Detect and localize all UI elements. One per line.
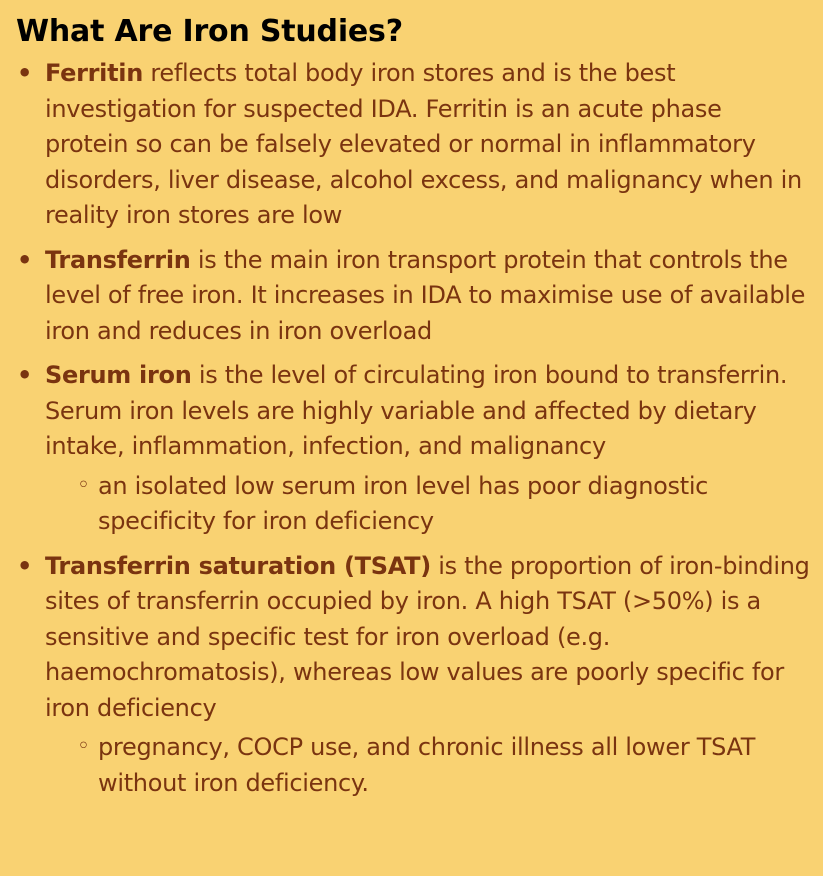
bullet-icon: • (17, 551, 33, 580)
sublist-item-text: an isolated low serum iron level has poor diagnostic specificity for iron deficiency (98, 471, 709, 535)
bullet-icon: • (17, 59, 33, 87)
description-tsat: is the proportion of iron-binding sites of transferrin occupied by iron. A high TSAT (>50%) is a sensitive and specific test for iron overload (e.g. haemochromatosis), whereas low values are poorly specific for iron deficiency (45, 551, 810, 722)
tsat-sublist (45, 730, 811, 801)
serum-iron-sublist (45, 469, 811, 540)
list-item-serum-iron (16, 358, 811, 540)
sublist-item (45, 469, 811, 540)
iron-studies-list (16, 56, 811, 801)
description-serum-iron: is the level of circulating iron bound to transferrin. Serum iron levels are highly variable and affected by dietary intake, inflammation, infection, and malignancy (45, 361, 788, 460)
list-item-transferrin (16, 243, 811, 350)
sublist-item-text: pregnancy, COCP use, and chronic illness all lower TSAT without iron deficiency. (98, 733, 756, 797)
panel-title: What Are Iron Studies? (16, 14, 403, 49)
sub-bullet-icon: ◦ (77, 734, 90, 759)
bullet-icon: • (17, 245, 33, 274)
bullet-icon: • (17, 361, 33, 389)
sublist-item (45, 730, 811, 801)
term-transferrin: Transferrin (45, 245, 191, 274)
description-ferritin: reflects total body iron stores and is the best investigation for suspected IDA. Ferritin is an acute phase protein so can be falsely elevated or normal in inflammatory disorders, liver disease, alcohol excess, and malignancy when in reality iron stores are low (45, 59, 802, 229)
term-serum-iron: Serum iron (45, 361, 192, 389)
description-transferrin: is the main iron transport protein that controls the level of free iron. It increases in IDA to maximise use of available iron and reduces in iron overload (45, 245, 806, 345)
term-tsat: Transferrin saturation (TSAT) (45, 551, 431, 580)
list-item-ferritin (16, 56, 811, 234)
list-item-tsat (16, 549, 811, 802)
term-ferritin: Ferritin (45, 59, 143, 87)
sub-bullet-icon: ◦ (77, 472, 90, 498)
